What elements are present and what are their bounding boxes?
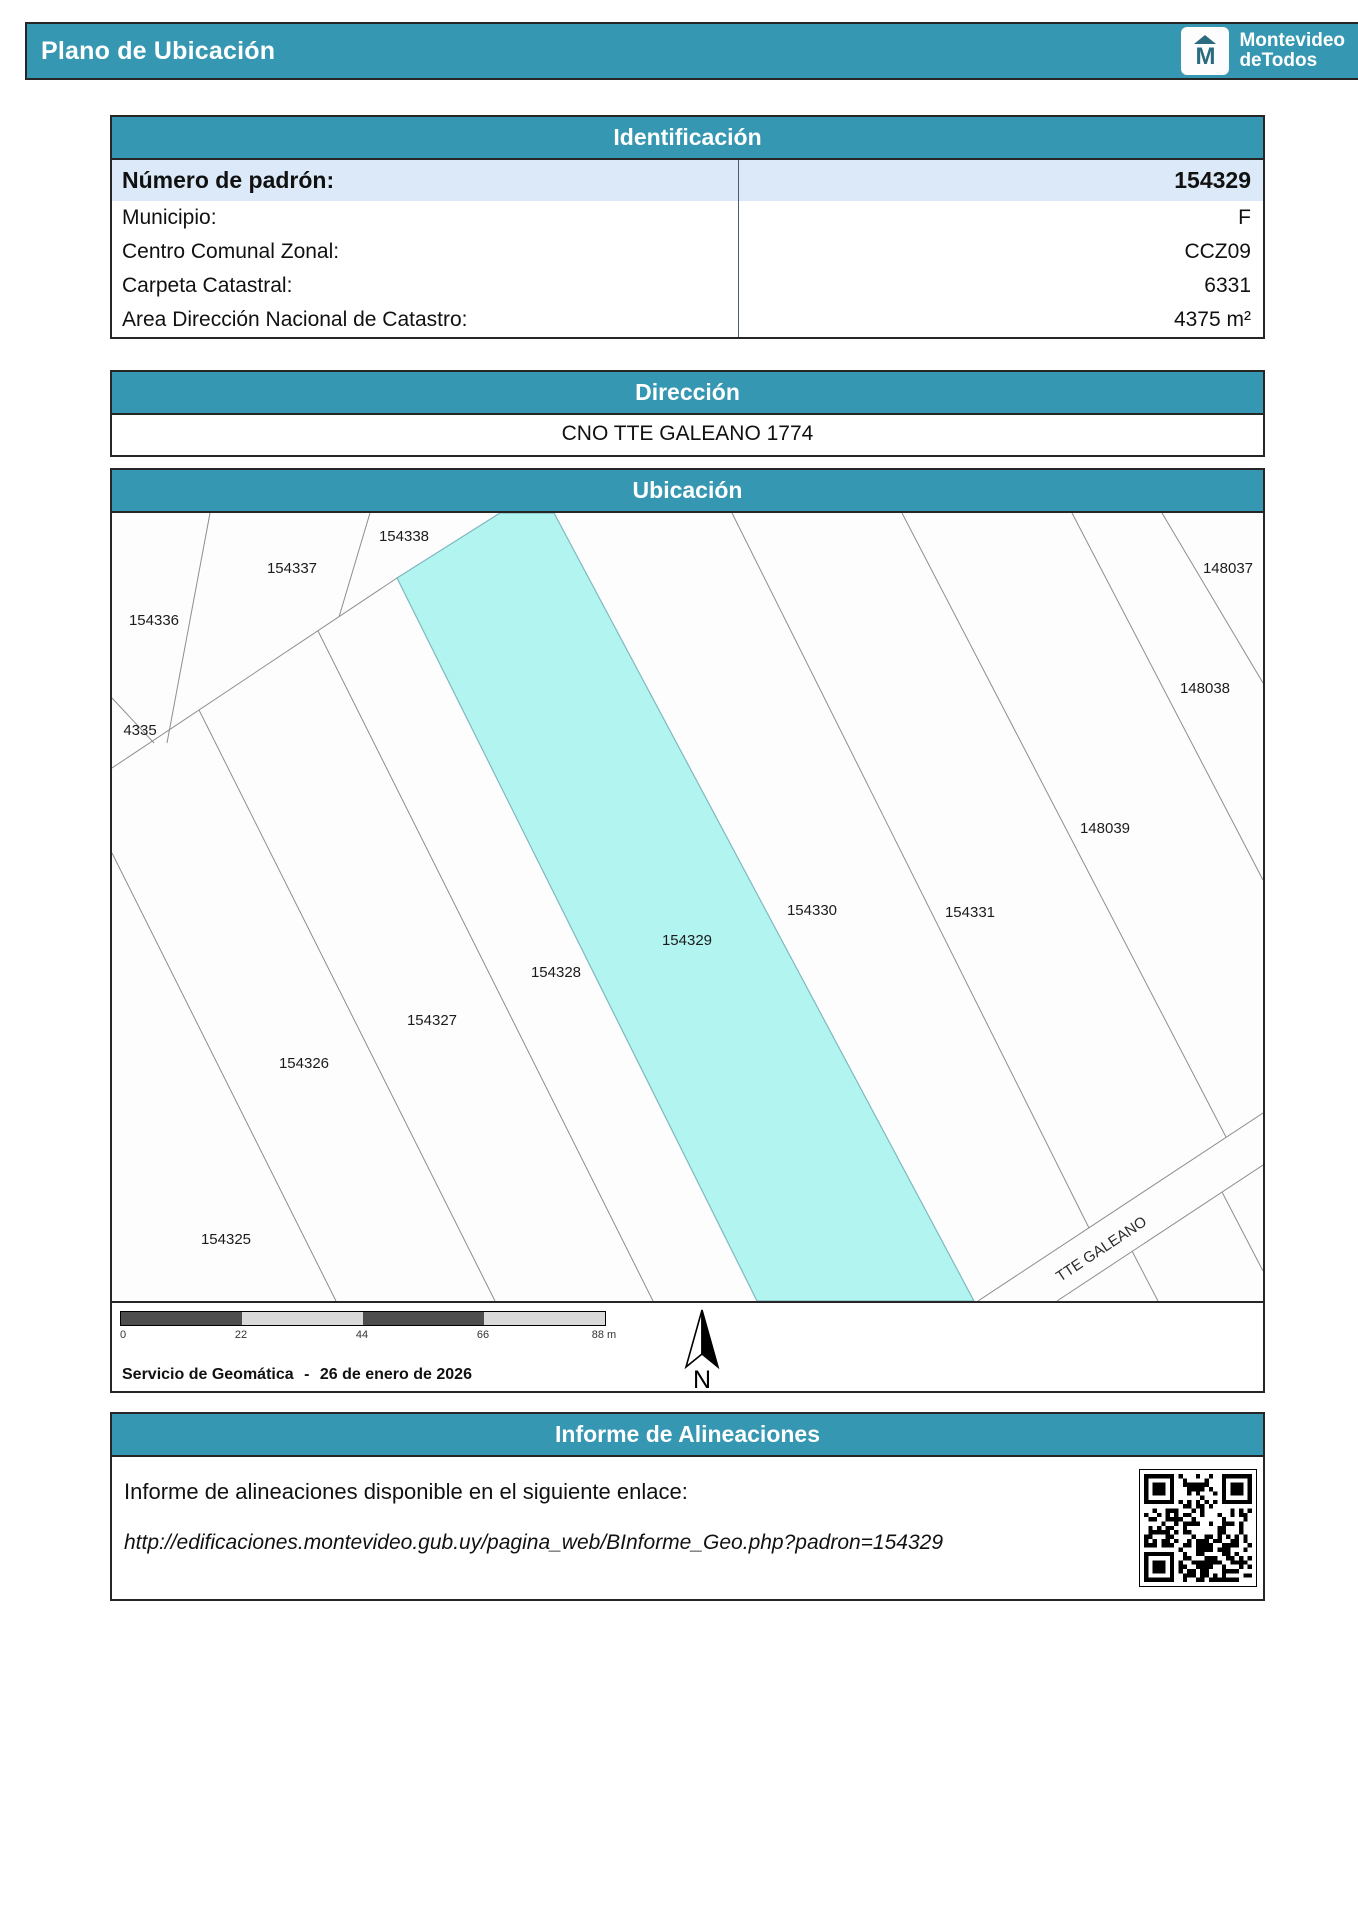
scale-tick: 44 [355, 1329, 369, 1341]
informe-body [112, 1457, 1263, 1599]
parcel-label-154326: 154326 [278, 1055, 330, 1072]
parcel-label-154325: 154325 [200, 1231, 252, 1248]
parcel-label-148037: 148037 [1202, 560, 1254, 577]
identificacion-row [112, 201, 1263, 235]
parcel-label-154327: 154327 [406, 1012, 458, 1029]
identificacion-row [112, 269, 1263, 303]
montevideo-logo [1181, 27, 1345, 75]
row-value: 4375 m² [1173, 308, 1251, 331]
qr-code [1139, 1469, 1257, 1587]
scale-tick: 88 m [591, 1329, 617, 1341]
parcel-label-154330: 154330 [786, 902, 838, 919]
column-divider [738, 201, 739, 235]
parcel-label-148038: 148038 [1179, 680, 1231, 697]
identificacion-title: Identificación [112, 117, 1263, 160]
ubicacion-title: Ubicación [112, 470, 1263, 513]
identificacion-row [112, 160, 1263, 201]
row-label: Número de padrón: [122, 167, 335, 193]
parcel-label-154328: 154328 [530, 964, 582, 981]
parcel-label-154336: 154336 [128, 612, 180, 629]
row-label: Municipio: [122, 206, 217, 229]
highlighted-parcel-154329[interactable] [397, 513, 974, 1301]
informe-link[interactable]: http://edificaciones.montevideo.gub.uy/pagina_web/BInforme_Geo.php?padron=154329 [124, 1531, 944, 1554]
cadastral-map-svg [112, 513, 1263, 1301]
street-name-label: TTE GALEANO [1053, 1213, 1150, 1286]
direccion-section [110, 370, 1265, 457]
row-value: 154329 [1174, 167, 1251, 193]
credit-separator: - [304, 1366, 310, 1383]
cadastral-map[interactable] [112, 513, 1263, 1301]
parcel-label-154331: 154331 [944, 904, 996, 921]
ubicacion-section [110, 468, 1265, 1393]
document-header [25, 22, 1358, 80]
north-arrow-icon [672, 1307, 732, 1391]
informe-section [110, 1412, 1265, 1601]
scale-tick-labels [120, 1329, 640, 1343]
page-title: Plano de Ubicación [41, 36, 276, 65]
column-divider [738, 235, 739, 269]
parcel-label-154338: 154338 [378, 528, 430, 545]
identificacion-section [110, 115, 1265, 339]
scale-bar [120, 1311, 606, 1326]
column-divider [738, 303, 739, 337]
row-label: Carpeta Catastral: [122, 274, 293, 297]
row-value: 6331 [1204, 274, 1251, 297]
informe-text: Informe de alineaciones disponible en el siguiente enlace: [124, 1479, 688, 1504]
direccion-title: Dirección [112, 372, 1263, 415]
parcel-label-154329: 154329 [661, 932, 713, 949]
row-label: Centro Comunal Zonal: [122, 240, 340, 263]
row-value: F [1238, 206, 1251, 229]
column-divider [738, 160, 739, 201]
identificacion-row [112, 303, 1263, 337]
svg-text:N: N [692, 1366, 712, 1391]
row-value: CCZ09 [1184, 240, 1251, 263]
scale-tick: 66 [476, 1329, 490, 1341]
identificacion-table [112, 160, 1263, 337]
map-footer [112, 1301, 1263, 1391]
informe-title: Informe de Alineaciones [112, 1414, 1263, 1457]
credit-name: Servicio de Geomática [122, 1366, 294, 1383]
parcel-label-148039: 148039 [1079, 820, 1131, 837]
scale-tick: 0 [120, 1329, 127, 1341]
logo-wordmark: Montevideo deTodos [1239, 30, 1345, 71]
scale-tick: 22 [234, 1329, 248, 1341]
montevideo-m-icon: M [1181, 27, 1229, 75]
direccion-value: CNO TTE GALEANO 1774 [561, 422, 814, 445]
column-divider [738, 269, 739, 303]
parcel-label-154337: 154337 [266, 560, 318, 577]
map-date: 26 de enero de 2026 [319, 1366, 472, 1383]
row-label: Area Dirección Nacional de Catastro: [122, 308, 468, 331]
parcel-label-4335: 4335 [123, 722, 157, 739]
map-credit [122, 1366, 478, 1384]
identificacion-row [112, 235, 1263, 269]
